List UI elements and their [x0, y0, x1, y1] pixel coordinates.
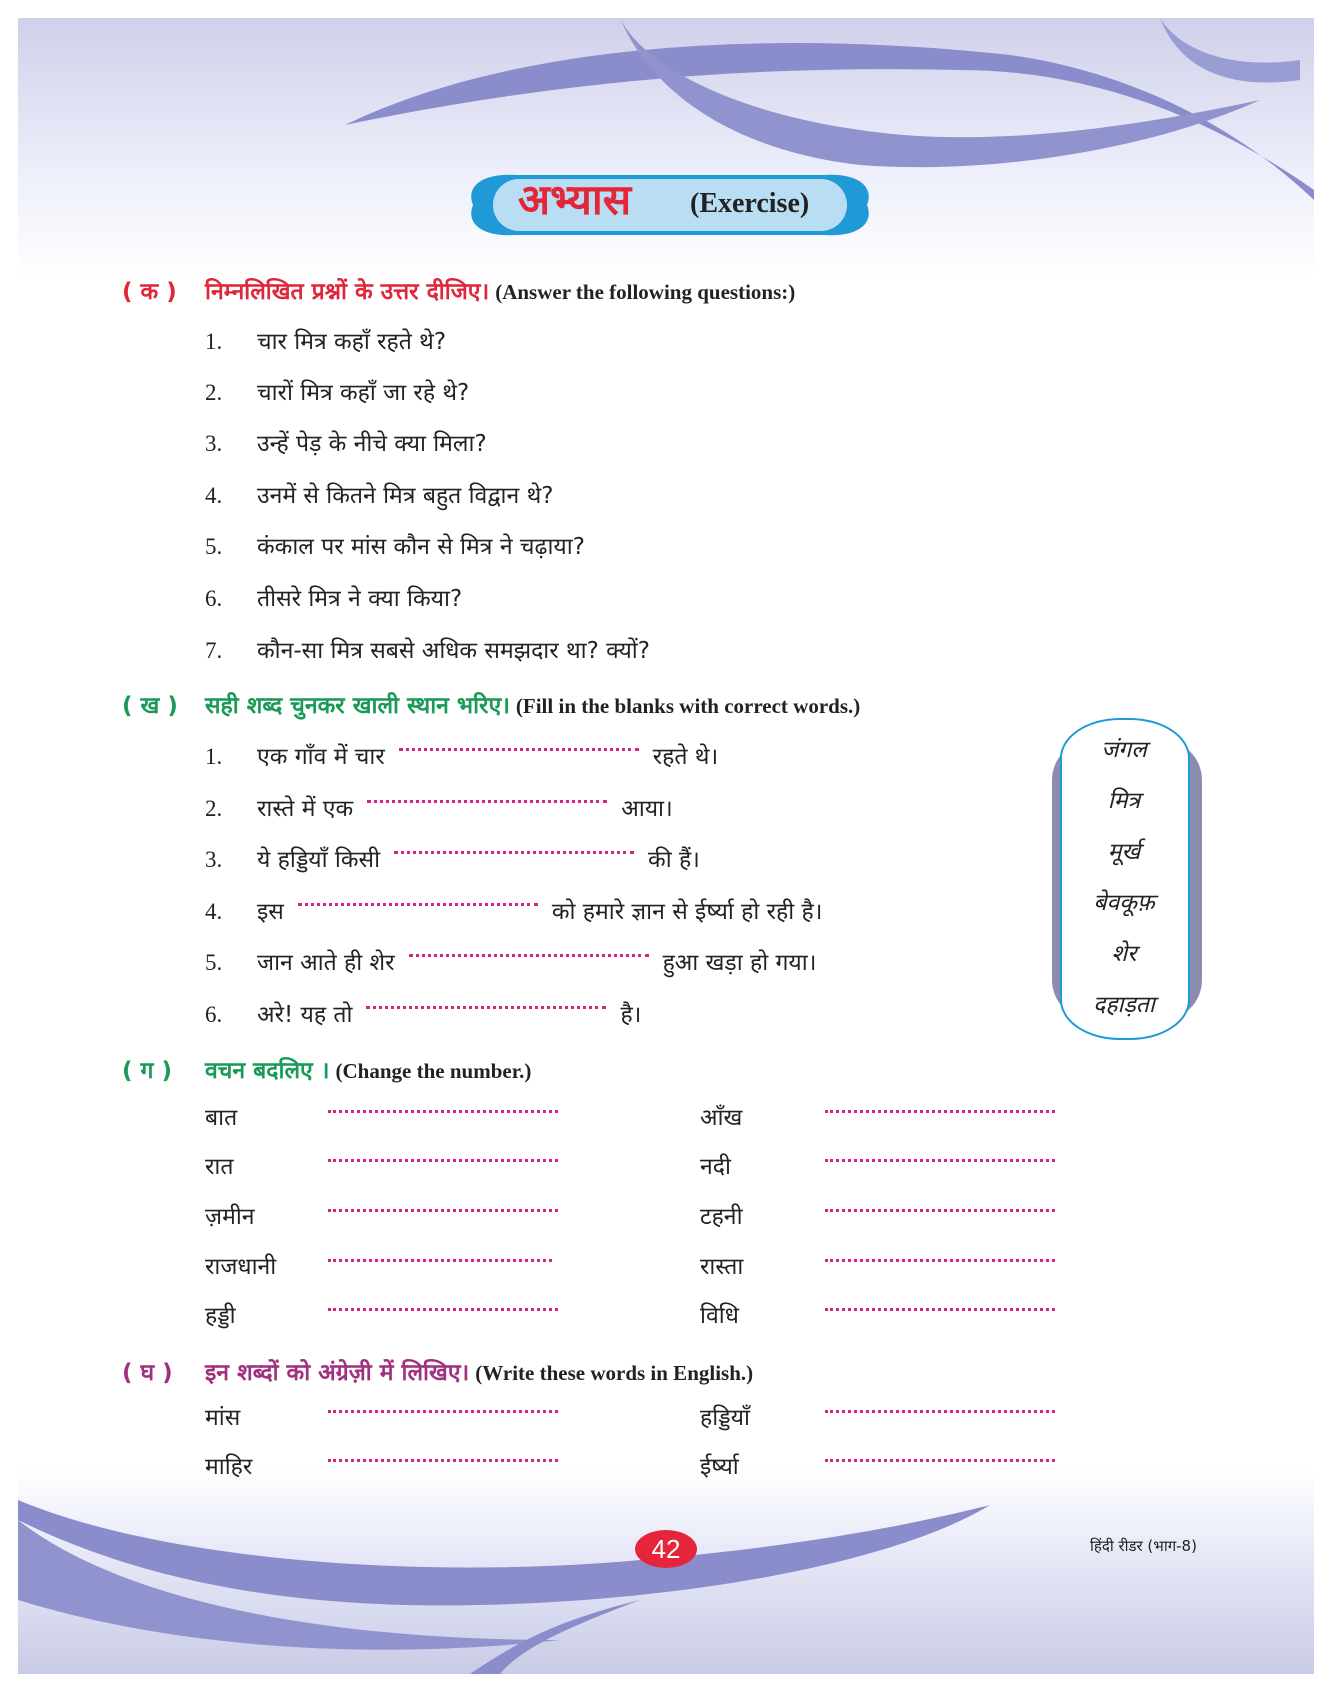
answer-line[interactable] [825, 1308, 1055, 1311]
word-right: रास्ता [700, 1254, 744, 1280]
section-label: ( घ ) [122, 1360, 173, 1386]
item-text: उन्हें पेड़ के नीचे क्या मिला? [257, 431, 487, 457]
item-number: 6. [205, 586, 223, 611]
answer-line[interactable] [825, 1459, 1055, 1462]
blank-item [205, 789, 673, 829]
blank-item [205, 840, 700, 880]
item-after: आया। [621, 796, 673, 822]
item-after: हुआ खड़ा हो गया। [662, 950, 817, 976]
word-right: ईर्ष्या [700, 1454, 739, 1480]
answer-line[interactable] [328, 1259, 552, 1262]
question-item [205, 322, 446, 362]
item-number: 4. [205, 483, 223, 508]
blank-line[interactable] [366, 1006, 606, 1009]
item-number: 4. [205, 899, 223, 924]
word-right: टहनी [700, 1204, 743, 1230]
item-text: चारों मित्र कहाँ जा रहे थे? [257, 380, 470, 406]
page-title-english: (Exercise) [690, 188, 810, 219]
section-title: निम्नलिखित प्रश्नों के उत्तर दीजिए। [205, 279, 490, 305]
answer-line[interactable] [328, 1459, 558, 1462]
question-item [205, 527, 585, 567]
item-number: 5. [205, 534, 223, 559]
item-before: ये हड्डियाँ किसी [257, 847, 381, 873]
section-b-heading [122, 688, 860, 726]
section-label: ( ग ) [122, 1058, 172, 1084]
word-box-item: शेर [1111, 941, 1137, 967]
item-after: की हैं। [648, 847, 700, 873]
section-title: सही शब्द चुनकर खाली स्थान भरिए। [205, 693, 510, 719]
item-number: 6. [205, 1002, 223, 1027]
blank-line[interactable] [394, 851, 634, 854]
item-number: 3. [205, 431, 223, 456]
word-left: माहिर [205, 1454, 253, 1480]
item-number: 5. [205, 950, 223, 975]
section-title-english: (Change the number.) [335, 1059, 532, 1083]
section-c-heading [122, 1053, 531, 1091]
question-item [205, 476, 554, 516]
blank-line[interactable] [409, 954, 649, 957]
section-title-english: (Answer the following questions:) [495, 280, 796, 304]
section-title-english: (Write these words in English.) [475, 1361, 754, 1385]
blank-item [205, 943, 816, 983]
blank-line[interactable] [399, 748, 639, 751]
item-text: उनमें से कितने मित्र बहुत विद्वान थे? [257, 483, 554, 509]
section-title: वचन बदलिए । [205, 1058, 330, 1084]
answer-line[interactable] [328, 1308, 558, 1311]
word-box-item: दहाड़ता [1093, 992, 1155, 1018]
word-box-item: मूर्ख [1107, 839, 1141, 865]
item-number: 1. [205, 329, 223, 354]
question-item [205, 424, 487, 464]
item-text: कंकाल पर मांस कौन से मित्र ने चढ़ाया? [257, 534, 585, 560]
question-item [205, 373, 469, 413]
section-a-heading [122, 274, 795, 312]
blank-line[interactable] [298, 903, 538, 906]
blank-item [205, 737, 718, 777]
answer-line[interactable] [825, 1410, 1055, 1413]
blank-item [205, 995, 641, 1035]
section-label: ( क ) [122, 279, 177, 305]
item-after: को हमारे ज्ञान से ईर्ष्या हो रही है। [551, 899, 823, 925]
section-d-heading [122, 1355, 753, 1393]
word-box-item: जंगल [1101, 737, 1147, 763]
answer-line[interactable] [328, 1410, 558, 1413]
item-after: है। [620, 1002, 642, 1028]
question-item [205, 579, 462, 619]
blank-line[interactable] [367, 800, 607, 803]
answer-line[interactable] [328, 1209, 558, 1212]
item-text: तीसरे मित्र ने क्या किया? [257, 586, 463, 612]
item-number: 7. [205, 638, 223, 663]
item-number: 2. [205, 796, 223, 821]
item-before: रास्ते में एक [257, 796, 354, 822]
answer-line[interactable] [825, 1159, 1055, 1162]
blank-item [205, 892, 822, 932]
word-right: हड्डियाँ [700, 1405, 750, 1431]
section-title-english: (Fill in the blanks with correct words.) [515, 694, 861, 718]
answer-line[interactable] [825, 1259, 1055, 1262]
word-left: राजधानी [205, 1254, 277, 1280]
word-left: ज़मीन [205, 1204, 255, 1230]
item-number: 2. [205, 380, 223, 405]
item-before: इस [257, 899, 284, 925]
section-title: इन शब्दों को अंग्रेज़ी में लिखिए। [205, 1360, 470, 1386]
item-number: 3. [205, 847, 223, 872]
item-before: जान आते ही शेर [257, 950, 395, 976]
item-before: अरे! यह तो [257, 1002, 353, 1028]
word-left: बात [205, 1105, 238, 1131]
section-label: ( ख ) [122, 693, 178, 719]
item-text: चार मित्र कहाँ रहते थे? [257, 329, 447, 355]
question-item [205, 631, 650, 671]
book-title: हिंदी रीडर (भाग-8) [1090, 1537, 1197, 1555]
item-after: रहते थे। [652, 744, 719, 770]
answer-line[interactable] [328, 1159, 558, 1162]
word-right: विधि [700, 1303, 739, 1329]
item-number: 1. [205, 744, 223, 769]
item-text: कौन-सा मित्र सबसे अधिक समझदार था? क्यों? [257, 638, 650, 664]
word-right: नदी [700, 1154, 731, 1180]
answer-line[interactable] [825, 1209, 1055, 1212]
word-left: मांस [205, 1405, 241, 1431]
item-before: एक गाँव में चार [257, 744, 385, 770]
page-number: 42 [635, 1530, 697, 1568]
answer-line[interactable] [825, 1110, 1055, 1113]
page-title: अभ्यास [518, 175, 632, 224]
word-left: रात [205, 1154, 234, 1180]
word-left: हड्डी [205, 1303, 236, 1329]
word-right: आँख [700, 1105, 743, 1131]
word-box-item: मित्र [1107, 788, 1141, 814]
word-box-item: बेवकूफ़ [1093, 890, 1155, 916]
answer-line[interactable] [328, 1110, 558, 1113]
